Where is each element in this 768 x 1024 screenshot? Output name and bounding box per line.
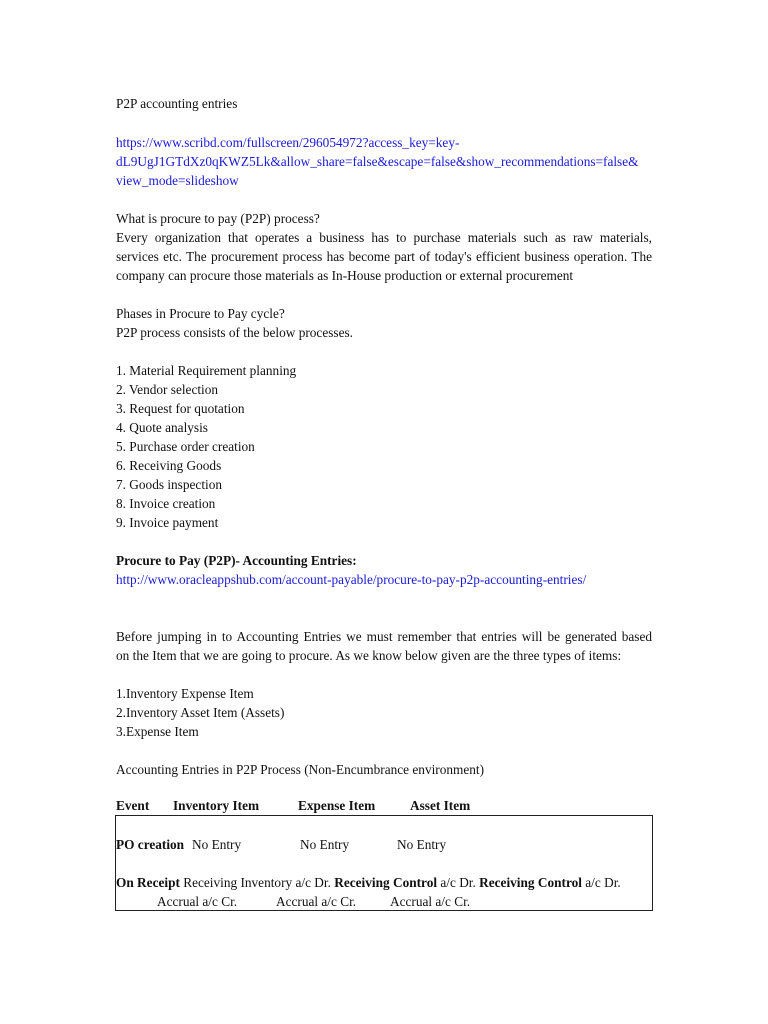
- receipt-asset-debit-account: Receiving Control: [479, 875, 582, 890]
- po-expense-entry: No Entry: [300, 837, 350, 852]
- paragraph-line: on the Item that we are going to procure. As we know below given are the three types of items:: [116, 648, 622, 663]
- receipt-expense-debit: a/c Dr.: [440, 875, 476, 890]
- paragraph-line: services etc. The procurement process has become part of today's efficient business operation. The: [116, 249, 652, 264]
- table-header-expense: Expense Item: [298, 798, 376, 813]
- item-type: 1.Inventory Expense Item: [116, 686, 254, 701]
- paragraph-line: company can procure those materials as In-House production or external procurement: [116, 268, 574, 283]
- receipt-inventory-credit: Accrual a/c Cr.: [157, 894, 238, 909]
- phase-item: 7. Goods inspection: [116, 477, 222, 492]
- phase-item: 4. Quote analysis: [116, 420, 208, 435]
- scribd-link-line-3[interactable]: view_mode=slideshow: [116, 173, 239, 188]
- phases-intro: P2P process consists of the below processes.: [116, 325, 353, 340]
- receipt-inventory-debit: Receiving Inventory a/c Dr.: [183, 875, 331, 890]
- phase-item: 6. Receiving Goods: [116, 458, 222, 473]
- table-header-asset: Asset Item: [410, 798, 471, 813]
- phase-item: 5. Purchase order creation: [116, 439, 255, 454]
- po-inventory-entry: No Entry: [192, 837, 242, 852]
- receipt-row-line-1: [116, 873, 621, 892]
- paragraph-line: Before jumping in to Accounting Entries we must remember that entries will be generated based: [116, 629, 652, 644]
- phase-item: 1. Material Requirement planning: [116, 363, 297, 378]
- paragraph-line: Every organization that operates a business has to purchase materials such as raw materials,: [116, 230, 652, 245]
- table-header-event: Event: [116, 798, 150, 813]
- question-heading: What is procure to pay (P2P) process?: [116, 211, 320, 226]
- section-heading: Procure to Pay (P2P)- Accounting Entries:: [116, 553, 357, 568]
- item-type: 3.Expense Item: [116, 724, 199, 739]
- po-creation-label: PO creation: [116, 837, 185, 852]
- on-receipt-label: On Receipt: [116, 875, 180, 890]
- table-header-inventory: Inventory Item: [173, 798, 260, 813]
- item-type: 2.Inventory Asset Item (Assets): [116, 705, 285, 720]
- doc-title: P2P accounting entries: [116, 96, 238, 111]
- phase-item: 8. Invoice creation: [116, 496, 216, 511]
- phase-item: 3. Request for quotation: [116, 401, 245, 416]
- table-caption: Accounting Entries in P2P Process (Non-Encumbrance environment): [116, 762, 485, 777]
- receipt-asset-credit: Accrual a/c Cr.: [390, 894, 471, 909]
- oracleappshub-link[interactable]: http://www.oracleappshub.com/account-payable/procure-to-pay-p2p-accounting-entries/: [116, 572, 587, 587]
- phase-item: 2. Vendor selection: [116, 382, 219, 397]
- phases-heading: Phases in Procure to Pay cycle?: [116, 306, 285, 321]
- receipt-expense-debit-account: Receiving Control: [334, 875, 438, 890]
- entries-table: [115, 815, 653, 911]
- receipt-asset-debit: a/c Dr.: [585, 875, 621, 890]
- receipt-expense-credit: Accrual a/c Cr.: [276, 894, 357, 909]
- po-asset-entry: No Entry: [397, 837, 447, 852]
- phase-item: 9. Invoice payment: [116, 515, 219, 530]
- scribd-link-line-1[interactable]: https://www.scribd.com/fullscreen/296054972?access_key=key-: [116, 135, 460, 150]
- scribd-link-line-2[interactable]: dL9UgJ1GTdXz0qKWZ5Lk&allow_share=false&escape=false&show_recommendations=false&: [116, 154, 639, 169]
